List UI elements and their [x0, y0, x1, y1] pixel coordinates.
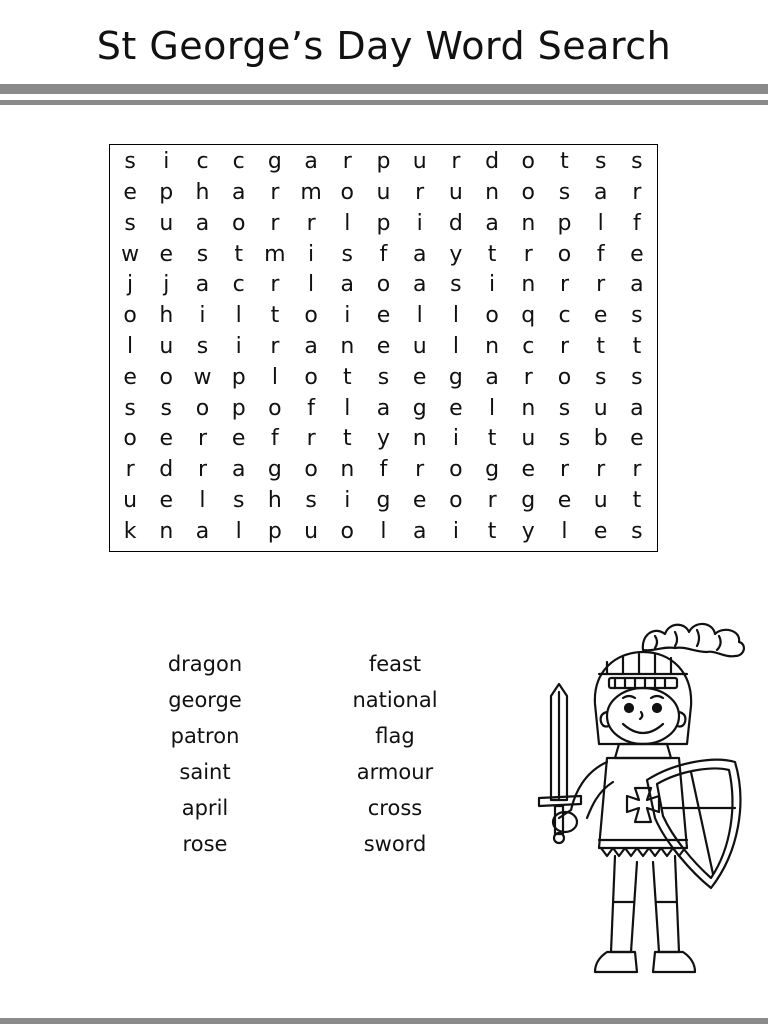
- grid-letter: u: [521, 426, 536, 452]
- grid-letter: u: [159, 210, 174, 236]
- word-list-item: patron: [170, 724, 240, 748]
- grid-letter: l: [561, 518, 568, 544]
- grid-letter: n: [521, 272, 536, 298]
- footer-divider: [0, 1018, 768, 1024]
- grid-letter: a: [485, 364, 499, 390]
- grid-letter: u: [593, 487, 608, 513]
- grid-letter: a: [376, 395, 391, 421]
- grid-letter: r: [632, 180, 642, 206]
- grid-letter: n: [521, 210, 536, 236]
- grid-letter: c: [522, 333, 535, 359]
- grid-letter: a: [195, 518, 210, 544]
- grid-letter: s: [450, 272, 462, 298]
- grid-letter: a: [412, 518, 427, 544]
- grid-letter: a: [630, 395, 644, 421]
- grid-letter: e: [557, 487, 572, 513]
- grid-letter: u: [593, 395, 608, 421]
- grid-letter: g: [376, 487, 391, 513]
- grid-letter: s: [124, 395, 136, 421]
- grid-letter: a: [412, 272, 427, 298]
- grid-letter: h: [159, 303, 174, 329]
- grid-letter: y: [521, 518, 535, 544]
- legs: [611, 856, 679, 952]
- grid-letter: s: [594, 364, 607, 390]
- grid-letter: l: [416, 303, 423, 329]
- grid-letter: y: [376, 426, 390, 452]
- grid-letter: t: [270, 303, 280, 329]
- grid-letter: s: [558, 426, 571, 452]
- grid-letter: e: [521, 457, 536, 483]
- grid-letter: r: [559, 272, 570, 298]
- shield: [647, 760, 740, 888]
- grid-letter: o: [304, 364, 318, 390]
- grid-letter: r: [451, 149, 461, 175]
- grid-letter: u: [376, 180, 391, 206]
- grid-letter: f: [307, 395, 315, 421]
- grid-letter: r: [415, 457, 425, 483]
- grid-letter: e: [412, 487, 427, 513]
- grid-letter: t: [487, 518, 497, 544]
- grid-letter: g: [521, 487, 536, 513]
- grid-letter: r: [306, 426, 316, 452]
- grid-letter: p: [231, 364, 246, 390]
- grid-letter: i: [416, 210, 423, 236]
- grid-letter: t: [342, 426, 352, 452]
- grid-letter: e: [630, 241, 644, 267]
- word-list-item: saint: [179, 760, 231, 784]
- grid-letter: u: [412, 149, 427, 175]
- grid-letter: u: [304, 518, 319, 544]
- grid-letter: f: [271, 426, 279, 452]
- grid-letter: a: [195, 210, 210, 236]
- grid-letter: o: [376, 272, 391, 298]
- grid-letter: n: [485, 180, 500, 206]
- grid-letter: a: [340, 272, 355, 298]
- grid-letter: l: [344, 395, 351, 421]
- grid-letter: o: [557, 364, 572, 390]
- grid-letter: e: [630, 426, 644, 452]
- grid-letter: l: [452, 333, 459, 359]
- grid-letter: d: [159, 457, 174, 483]
- grid-letter: i: [452, 518, 459, 544]
- grid-letter: b: [593, 426, 608, 452]
- grid-letter: s: [160, 395, 173, 421]
- grid-letter: e: [159, 426, 174, 452]
- grid-letter: a: [412, 241, 427, 267]
- grid-letter: a: [231, 457, 246, 483]
- word-search-grid: [109, 144, 658, 552]
- grid-letter: r: [270, 272, 280, 298]
- grid-letter: n: [412, 426, 427, 452]
- grid-letter: i: [344, 487, 351, 513]
- grid-letter: l: [452, 303, 459, 329]
- grid-letter: l: [235, 518, 242, 544]
- grid-letter: n: [340, 333, 355, 359]
- grid-letter: o: [231, 210, 246, 236]
- grid-letter: c: [558, 303, 571, 329]
- grid-letter: c: [232, 149, 245, 175]
- grid-letter: r: [523, 364, 533, 390]
- grid-letter: l: [308, 272, 315, 298]
- grid-letter: f: [379, 241, 388, 267]
- grid-letter: u: [448, 180, 463, 206]
- word-list-item: feast: [368, 652, 422, 676]
- grid-letter: t: [342, 364, 352, 390]
- grid-letter: a: [593, 180, 608, 206]
- grid-letter: f: [633, 210, 641, 236]
- grid-letter: w: [193, 364, 212, 390]
- grid-letter: o: [123, 303, 137, 329]
- grid-letter: r: [342, 149, 352, 175]
- grid-letter: l: [344, 210, 351, 236]
- page-title: St George’s Day Word Search: [96, 24, 672, 68]
- grid-letter: a: [304, 333, 318, 359]
- grid-letter: q: [521, 303, 536, 329]
- grid-letter: p: [231, 395, 246, 421]
- grid-letter: r: [306, 210, 316, 236]
- header-divider: [0, 84, 768, 94]
- grid-letter: i: [489, 272, 496, 298]
- grid-letter: t: [632, 333, 642, 359]
- grid-letter: t: [487, 241, 497, 267]
- grid-letter: o: [268, 395, 282, 421]
- grid-letter: c: [232, 272, 245, 298]
- grid-letter: l: [127, 333, 134, 359]
- grid-letter: e: [376, 333, 391, 359]
- grid-letter: g: [448, 364, 463, 390]
- grid-letter: r: [270, 180, 280, 206]
- grid-letter: h: [195, 180, 210, 206]
- grid-letter: e: [159, 487, 174, 513]
- grid-letter: r: [632, 457, 642, 483]
- grid-letter: e: [123, 364, 137, 390]
- grid-letter: t: [234, 241, 244, 267]
- grid-letter: u: [123, 487, 138, 513]
- grid-letter: s: [232, 487, 245, 513]
- grid-letter: s: [196, 333, 209, 359]
- grid-letter: i: [308, 241, 315, 267]
- grid-letter: s: [377, 364, 390, 390]
- grid-letter: g: [412, 395, 427, 421]
- grid-letter: e: [123, 180, 137, 206]
- grid-letter: e: [412, 364, 427, 390]
- grid-letter: r: [125, 457, 135, 483]
- grid-letter: r: [523, 241, 533, 267]
- grid-letter: o: [449, 457, 463, 483]
- grid-letter: s: [631, 518, 643, 544]
- grid-letter: l: [199, 487, 206, 513]
- grid-letter: n: [521, 395, 536, 421]
- grid-letter: o: [340, 518, 355, 544]
- grid-letter: y: [449, 241, 463, 267]
- grid-letter: a: [630, 272, 644, 298]
- grid-letter: o: [304, 457, 318, 483]
- grid-letter: u: [159, 333, 174, 359]
- grid-letter: p: [376, 149, 391, 175]
- word-list-item: dragon: [167, 652, 243, 676]
- grid-letter: p: [376, 210, 391, 236]
- grid-letter: s: [594, 149, 607, 175]
- grid-letter: s: [631, 303, 643, 329]
- grid-letter: t: [487, 426, 497, 452]
- grid-letter: o: [521, 149, 536, 175]
- grid-letter: s: [558, 395, 571, 421]
- grid-letter: e: [376, 303, 391, 329]
- grid-letter: o: [123, 426, 137, 452]
- grid-letter: f: [596, 241, 605, 267]
- knight-illustration: [515, 612, 755, 992]
- plume: [643, 624, 744, 656]
- grid-letter: p: [159, 180, 174, 206]
- grid-letter: g: [267, 149, 282, 175]
- grid-letter: i: [163, 149, 170, 175]
- grid-letter: a: [304, 149, 318, 175]
- word-list-item: flag: [375, 724, 415, 748]
- grid-letter: s: [341, 241, 354, 267]
- word-list-right: [315, 646, 475, 862]
- grid-letter: t: [560, 149, 569, 175]
- grid-letter: o: [195, 395, 210, 421]
- grid-letter: r: [559, 333, 570, 359]
- grid-letter: h: [267, 487, 282, 513]
- grid-letter: l: [380, 518, 387, 544]
- grid-letter: p: [557, 210, 572, 236]
- grid-letter: m: [264, 241, 286, 267]
- grid-letter: s: [558, 180, 571, 206]
- word-list-item: george: [168, 688, 242, 712]
- grid-letter: e: [593, 303, 608, 329]
- grid-letter: n: [159, 518, 174, 544]
- grid-letter: s: [305, 487, 317, 513]
- grid-letter: e: [593, 518, 608, 544]
- grid-letter: n: [340, 457, 355, 483]
- grid-letter: p: [267, 518, 282, 544]
- word-list-item: cross: [367, 796, 423, 820]
- grid-letter: r: [559, 457, 570, 483]
- grid-letter: l: [235, 303, 242, 329]
- word-list-item: rose: [182, 832, 228, 856]
- grid-letter: e: [231, 426, 246, 452]
- grid-letter: t: [632, 487, 642, 513]
- grid-letter: j: [127, 272, 134, 298]
- grid-letter: n: [485, 333, 500, 359]
- grid-letter: f: [379, 457, 388, 483]
- grid-letter: e: [449, 395, 463, 421]
- grid-letter: r: [596, 457, 606, 483]
- word-list-item: sword: [363, 832, 427, 856]
- grid-letter: i: [199, 303, 206, 329]
- word-list-left: [125, 646, 285, 862]
- grid-letter: o: [449, 487, 463, 513]
- grid-letter: s: [631, 364, 643, 390]
- grid-letter: d: [485, 149, 500, 175]
- grid-letter: s: [196, 241, 209, 267]
- grid-letter: r: [270, 210, 280, 236]
- grid-letter: l: [489, 395, 496, 421]
- grid-letter: d: [448, 210, 463, 236]
- grid-letter: j: [163, 272, 170, 298]
- grid-letter: o: [485, 303, 499, 329]
- grid-letter: r: [596, 272, 606, 298]
- grid-letter: o: [304, 303, 318, 329]
- grid-letter: r: [197, 426, 208, 452]
- grid-letter: w: [121, 241, 140, 267]
- grid-letter: k: [123, 518, 137, 544]
- grid-letter: o: [159, 364, 174, 390]
- grid-letter: s: [124, 210, 136, 236]
- helmet: [595, 652, 691, 744]
- grid-letter: s: [631, 149, 643, 175]
- header-divider-thin: [0, 100, 768, 105]
- grid-letter: a: [231, 180, 246, 206]
- grid-letter: m: [300, 180, 322, 206]
- grid-letter: i: [235, 333, 242, 359]
- grid-letter: o: [521, 180, 536, 206]
- grid-letter: l: [597, 210, 604, 236]
- grid-letter: l: [271, 364, 278, 390]
- word-list-item: armour: [356, 760, 434, 784]
- grid-letter: g: [485, 457, 500, 483]
- grid-letter: e: [159, 241, 174, 267]
- grid-letter: t: [596, 333, 606, 359]
- grid-letter: s: [124, 149, 136, 175]
- grid-letter: r: [415, 180, 425, 206]
- grid-letter: i: [452, 426, 459, 452]
- grid-letter: c: [196, 149, 209, 175]
- grid-letter: i: [344, 303, 351, 329]
- grid-letter: o: [557, 241, 572, 267]
- grid-letter: u: [412, 333, 427, 359]
- grid-letter: a: [195, 272, 210, 298]
- word-list-item: national: [352, 688, 438, 712]
- grid-letter: g: [267, 457, 282, 483]
- grid-letter: a: [485, 210, 499, 236]
- grid-letter: r: [197, 457, 208, 483]
- grid-letter: r: [270, 333, 280, 359]
- grid-letter: r: [487, 487, 497, 513]
- grid-letter: o: [340, 180, 355, 206]
- word-list-item: april: [181, 796, 229, 820]
